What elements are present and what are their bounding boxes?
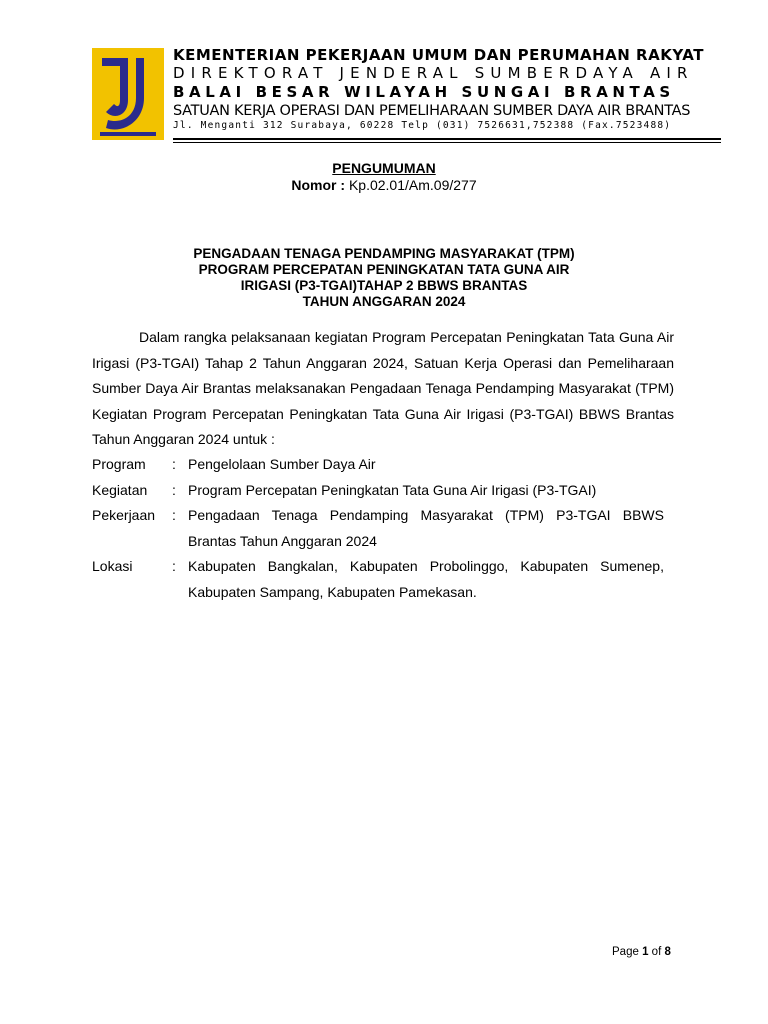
- detail-label: Pekerjaan: [92, 507, 156, 523]
- announcement-number: [0, 177, 768, 193]
- detail-colon: :: [172, 456, 176, 472]
- details-list: [92, 452, 664, 605]
- footer-page-total: 8: [664, 946, 671, 958]
- letterhead-address: Jl. Menganti 312 Surabaya, 60228 Telp (031) 7526631,752388 (Fax.7523488): [173, 120, 672, 131]
- detail-row-pekerjaan: [92, 503, 664, 554]
- letterhead-ministry: KEMENTERIAN PEKERJAAN UMUM DAN PERUMAHAN RAKYAT: [173, 46, 704, 64]
- document-heading: [0, 246, 768, 310]
- detail-value: Kabupaten Bangkalan, Kabupaten Probolinggo, Kabupaten Sumenep, Kabupaten Sampang, Kabupaten Pamekasan.: [188, 558, 664, 600]
- letterhead-rule-thin: [173, 142, 721, 143]
- page-footer: [612, 946, 671, 958]
- footer-page-word: Page: [612, 946, 639, 958]
- heading-line: IRIGASI (P3-TGAI)TAHAP 2 BBWS BRANTAS: [240, 278, 528, 293]
- letterhead: [173, 46, 721, 132]
- body-paragraph: Dalam rangka pelaksanaan kegiatan Program Percepatan Peningkatan Tata Guna Air Irigasi (P3-TGAI) Tahap 2 Tahun Anggaran 2024, Satuan Kerja Operasi dan Pemeliharaan Sumber Daya Air Brantas melaksanakan Pengadaan Tenaga Pendamping Masyarakat (TPM) Kegiatan Program Percepatan Peningkatan Tata Guna Air Irigasi (P3-TGAI) BBWS Brantas Tahun Anggaran 2024 untuk :: [92, 329, 674, 447]
- detail-value: Pengadaan Tenaga Pendamping Masyarakat (TPM) P3-TGAI BBWS Brantas Tahun Anggaran 2024: [188, 507, 664, 549]
- ministry-logo: [92, 48, 164, 140]
- letterhead-rule-thick: [173, 138, 721, 140]
- detail-value: Pengelolaan Sumber Daya Air: [188, 456, 376, 472]
- heading-line: PROGRAM PERCEPATAN PENINGKATAN TATA GUNA AIR: [198, 262, 570, 277]
- detail-value: Program Percepatan Peningkatan Tata Guna Air Irigasi (P3-TGAI): [188, 481, 597, 498]
- announcement-title: PENGUMUMAN: [332, 160, 436, 176]
- detail-row-program: [92, 452, 664, 478]
- detail-label: Program: [92, 456, 146, 472]
- letterhead-directorate: DIREKTORAT JENDERAL SUMBERDAYA AIR: [173, 64, 694, 82]
- letterhead-agency: BALAI BESAR WILAYAH SUNGAI BRANTAS: [173, 83, 675, 101]
- footer-of-word: of: [651, 946, 662, 958]
- heading-line: PENGADAAN TENAGA PENDAMPING MASYARAKAT (TPM): [193, 246, 575, 261]
- heading-line: TAHUN ANGGARAN 2024: [302, 294, 466, 309]
- logo-mark-base: [100, 132, 156, 136]
- letterhead-unit: SATUAN KERJA OPERASI DAN PEMELIHARAAN SUMBER DAYA AIR BRANTAS: [173, 103, 691, 119]
- detail-label: Lokasi: [92, 558, 133, 574]
- detail-colon: :: [172, 481, 176, 498]
- footer-page-current: 1: [642, 946, 649, 958]
- detail-row-lokasi: [92, 554, 664, 605]
- detail-row-kegiatan: [92, 478, 664, 504]
- detail-label: Kegiatan: [92, 481, 148, 498]
- announcement-number-value: Kp.02.01/Am.09/277: [348, 177, 477, 193]
- announcement-number-label: Nomor :: [291, 177, 346, 193]
- detail-colon: :: [172, 507, 176, 523]
- detail-colon: :: [172, 558, 176, 574]
